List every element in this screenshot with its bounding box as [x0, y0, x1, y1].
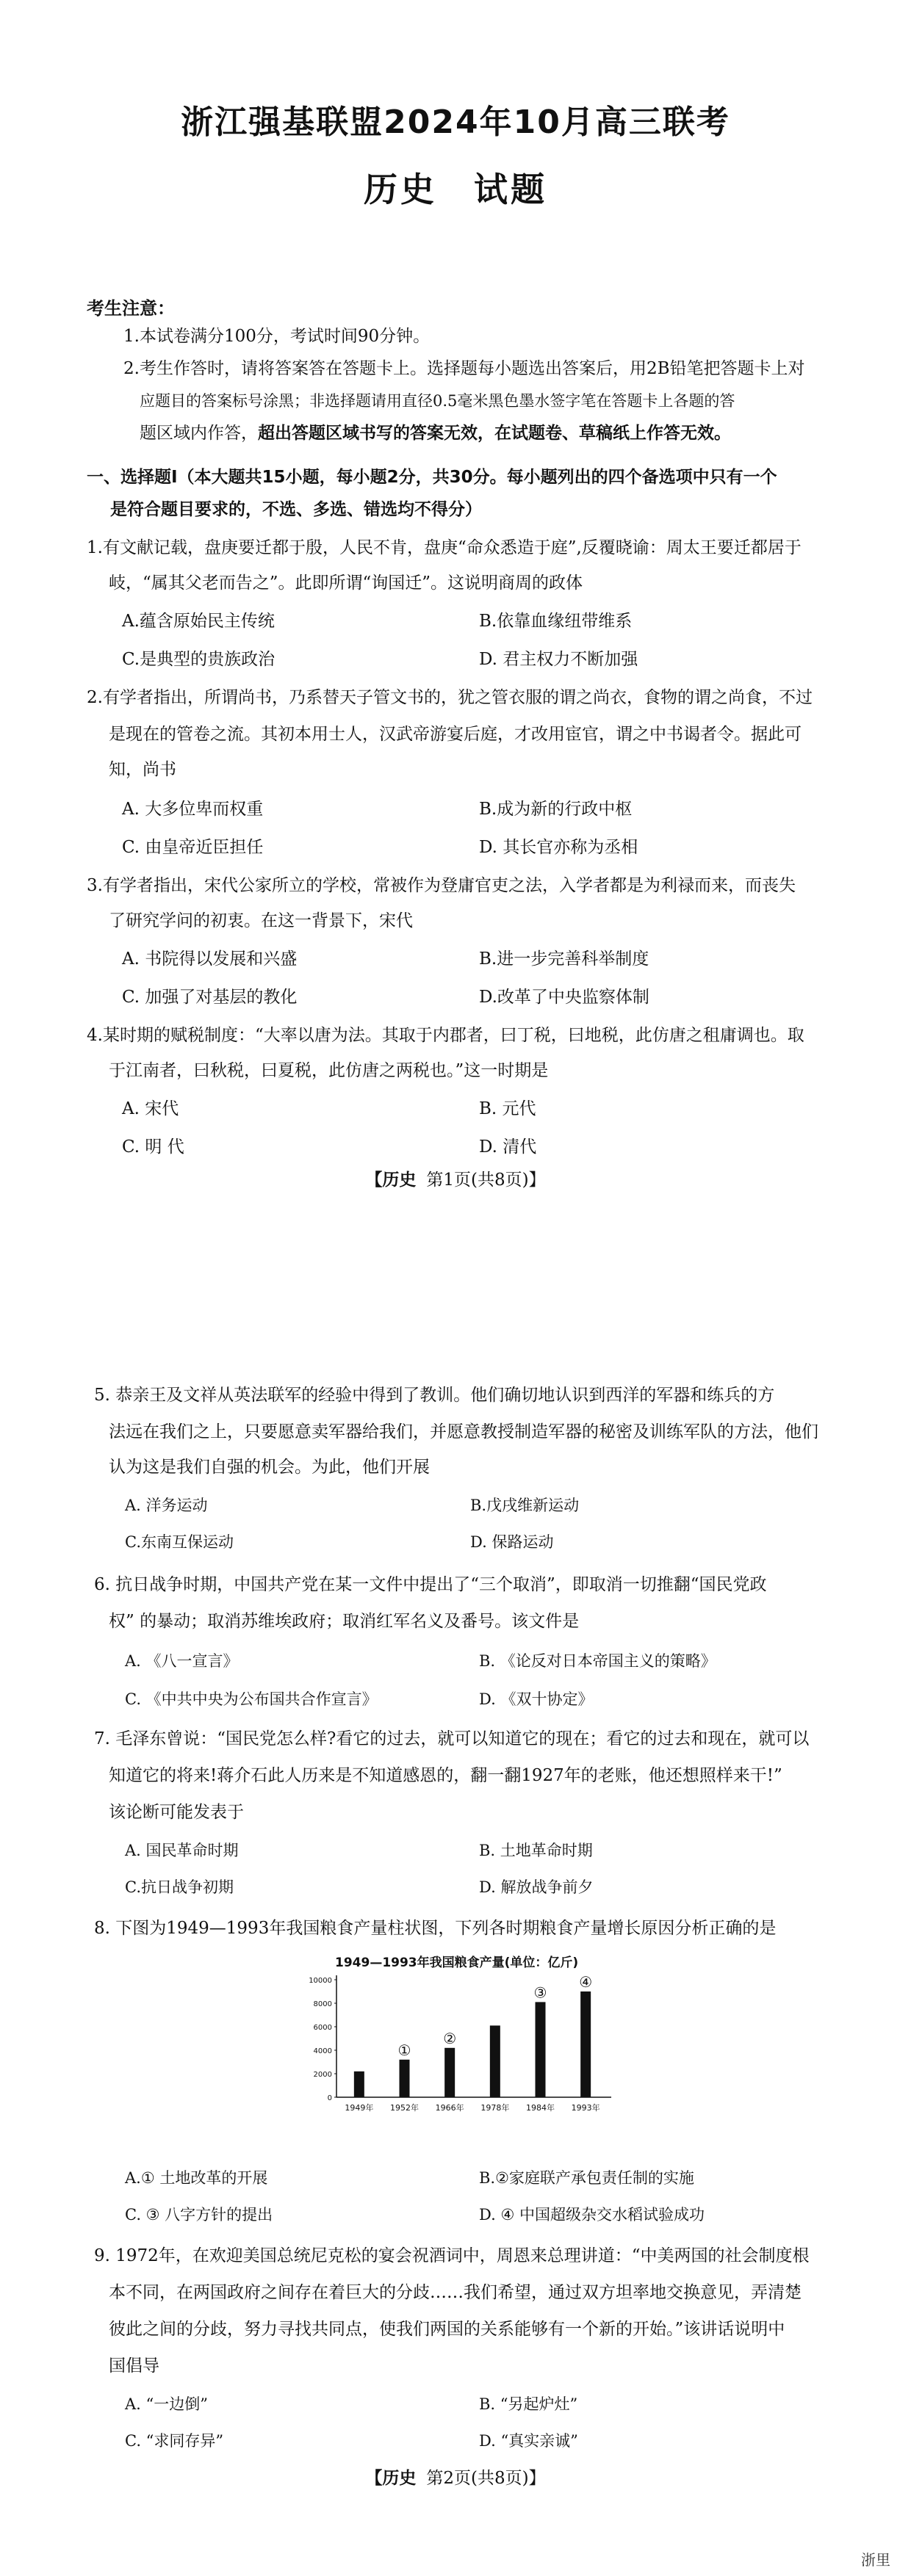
y-tick-label: 10000 [309, 1977, 332, 1985]
question-7-stem: 7. 毛泽东曾说：“国民党怎么样?看它的过去，就可以知道它的现在；看它的过去和现在，就可以 [94, 1729, 810, 1748]
question-2-stem: 是现在的管卷之流。其初本用士人，汉武帝游宴后庭，才改用宦官，谓之中书谒者令。据此可 [109, 725, 802, 744]
footer-page-number: 第1页(共8页)】 [426, 1171, 546, 1190]
grain-production-chart [279, 1953, 632, 2130]
q4-option-d: D. 清代 [479, 1137, 537, 1157]
q7-option-c: C.抗日战争初期 [125, 1878, 234, 1896]
q5-option-a: A. 洋务运动 [125, 1497, 208, 1514]
q8-option-c: C. ③ 八字方针的提出 [125, 2206, 273, 2224]
notice-item: 1.本试卷满分100分，考试时间90分钟。 [123, 327, 431, 346]
y-tick-label: 0 [327, 2094, 332, 2102]
question-9-stem: 彼此之间的分歧，努力寻找共同点，使我们两国的关系能够有一个新的开始。”该讲话说明中 [109, 2320, 785, 2339]
q8-option-a: A.① 土地改革的开展 [125, 2169, 268, 2187]
footer-page-number: 第2页(共8页)】 [426, 2469, 546, 2488]
question-2-stem: 2.有学者指出，所谓尚书，乃系替天子管文书的，犹之管衣服的谓之尚衣，食物的谓之尚食，不过 [87, 688, 813, 707]
q1-option-a: A.蕴含原始民主传统 [122, 612, 275, 631]
q2-option-b: B.成为新的行政中枢 [479, 800, 633, 819]
q9-option-c: C. “求同存异” [125, 2432, 224, 2450]
q7-option-b: B. 土地革命时期 [479, 1842, 593, 1859]
x-tick-label: 1949年 [345, 2103, 374, 2113]
bar-marker-label: ① [397, 2041, 411, 2059]
notice-item: 题区域内作答， [140, 424, 258, 443]
q6-option-b: B. 《论反对日本帝国主义的策略》 [479, 1652, 716, 1670]
question-1-stem: 1.有文献记载，盘庚要迁都于殷，人民不肯，盘庚“命众悉造于庭”,反覆晓谕：周太王要迁都居于 [87, 538, 802, 557]
section-heading: 一、选择题Ⅰ（本大题共15小题，每小题2分，共30分。每小题列出的四个备选项中只有一个 [87, 468, 777, 487]
q5-option-b: B.戊戌维新运动 [470, 1497, 580, 1514]
q2-option-a: A. 大多位卑而权重 [122, 800, 264, 819]
bar-marker-label: ③ [533, 1983, 547, 2002]
bar-1993年 [580, 1991, 591, 2097]
corner-watermark: 浙里 [861, 2551, 890, 2569]
q1-option-d: D. 君主权力不断加强 [479, 650, 638, 669]
bar-marker-label: ② [443, 2029, 457, 2047]
y-tick-label: 6000 [313, 2024, 332, 2032]
x-tick-label: 1984年 [526, 2103, 555, 2113]
bar-1966年 [444, 2048, 455, 2097]
bar-1984年 [536, 2002, 546, 2097]
question-4-stem: 于江南者，曰秋税，曰夏税，此仿唐之两税也。”这一时期是 [109, 1061, 549, 1080]
question-9-stem: 9. 1972年，在欢迎美国总统尼克松的宴会祝酒词中，周恩来总理讲道：“中美两国的社会制度根 [94, 2246, 810, 2265]
q3-option-d: D.改革了中央监察体制 [479, 988, 649, 1007]
q4-option-b: B. 元代 [479, 1099, 536, 1118]
notice-item-line [140, 417, 731, 449]
y-tick-label: 4000 [313, 2047, 332, 2055]
exam-title: 浙江强基联盟2024年10月高三联考 [181, 104, 730, 141]
q2-option-c: C. 由皇帝近臣担任 [122, 838, 264, 857]
x-tick-label: 1993年 [571, 2103, 600, 2113]
q4-option-a: A. 宋代 [122, 1099, 179, 1118]
page-footer [0, 1166, 911, 1190]
question-6-stem: 6. 抗日战争时期，中国共产党在某一文件中提出了“三个取消”，即取消一切推翻“国民党政 [94, 1575, 767, 1594]
question-5-stem: 认为这是我们自强的机会。为此，他们开展 [109, 1458, 430, 1477]
question-9-stem: 国倡导 [109, 2356, 159, 2376]
footer-subject: 【历史 [365, 2469, 417, 2488]
q9-option-a: A. “一边倒” [125, 2395, 208, 2413]
question-1-stem: 岐，“属其父老而告之”。此即所谓“询国迁”。这说明商周的政体 [109, 574, 583, 593]
notice-item: 应题目的答案标号涂黑；非选择题请用直径0.5毫米黑色墨水签字笔在答题卡上各题的答 [140, 392, 735, 410]
q8-option-d: D. ④ 中国超级杂交水稻试验成功 [479, 2206, 705, 2224]
y-tick-label: 2000 [313, 2071, 332, 2079]
x-tick-label: 1978年 [480, 2103, 510, 2113]
question-7-stem: 知道它的将来!蒋介石此人历来是不知道感恩的，翻一翻1927年的老账，他还想照样来干!” [109, 1766, 782, 1785]
q6-option-a: A. 《八一宣言》 [125, 1652, 239, 1670]
bar-1949年 [354, 2072, 364, 2097]
question-3-stem: 3.有学者指出，宋代公家所立的学校，常被作为登庸官吏之法，入学者都是为利禄而来，而丧失 [87, 876, 796, 895]
question-5-stem: 法远在我们之上，只要愿意卖军器给我们，并愿意教授制造军器的秘密及训练军队的方法，他们 [109, 1422, 818, 1441]
q6-option-d: D. 《双十协定》 [479, 1690, 594, 1708]
question-3-stem: 了研究学问的初衷。在这一背景下，宋代 [109, 911, 413, 930]
q7-option-a: A. 国民革命时期 [125, 1842, 239, 1859]
q4-option-c: C. 明 代 [122, 1137, 184, 1157]
q6-option-c: C. 《中共中央为公布国共合作宣言》 [125, 1690, 378, 1708]
q3-option-b: B.进一步完善科举制度 [479, 949, 649, 969]
bar-1978年 [490, 2025, 500, 2097]
page-footer [0, 2464, 911, 2489]
q3-option-c: C. 加强了对基层的教化 [122, 988, 298, 1007]
q1-option-c: C.是典型的贵族政治 [122, 650, 276, 669]
q2-option-d: D. 其长官亦称为丞相 [479, 838, 638, 857]
q3-option-a: A. 书院得以发展和兴盛 [122, 949, 298, 969]
q8-option-b: B.②家庭联产承包责任制的实施 [479, 2169, 694, 2187]
y-tick-label: 8000 [313, 2000, 332, 2008]
question-6-stem: 权” 的暴动；取消苏维埃政府；取消红军名义及番号。该文件是 [109, 1612, 580, 1631]
question-4-stem: 4.某时期的赋税制度：“大率以唐为法。其取于内郡者，曰丁税，曰地税，此仿唐之租庸调也。取 [87, 1026, 804, 1045]
q1-option-b: B.依靠血缘纽带维系 [479, 612, 633, 631]
chart-title: 1949—1993年我国粮食产量(单位：亿斤) [335, 1955, 579, 1970]
x-tick-label: 1966年 [435, 2103, 464, 2113]
bar-marker-label: ④ [579, 1973, 593, 1991]
section-heading: 是符合题目要求的，不选、多选、错选均不得分） [110, 500, 482, 519]
question-9-stem: 本不同，在两国政府之间存在着巨大的分歧……我们希望，通过双方坦率地交换意见，弄清楚 [109, 2283, 802, 2302]
question-7-stem: 该论断可能发表于 [109, 1803, 244, 1822]
x-tick-label: 1952年 [390, 2103, 419, 2113]
q7-option-d: D. 解放战争前夕 [479, 1878, 594, 1896]
question-2-stem: 知，尚书 [109, 760, 176, 779]
footer-subject: 【历史 [365, 1171, 417, 1190]
q5-option-c: C.东南互保运动 [125, 1533, 234, 1551]
exam-subject: 历史 试题 [364, 170, 547, 209]
question-8-stem: 8. 下图为1949—1993年我国粮食产量柱状图，下列各时期粮食产量增长原因分析正确的是 [94, 1919, 777, 1938]
notice-item: 2.考生作答时，请将答案答在答题卡上。选择题每小题选出答案后，用2B铅笔把答题卡上对 [123, 359, 805, 378]
q9-option-b: B. “另起炉灶” [479, 2395, 578, 2413]
bar-1952年 [400, 2060, 410, 2097]
question-5-stem: 5. 恭亲王及文祥从英法联军的经验中得到了教训。他们确切地认识到西洋的军器和练兵的方 [94, 1386, 775, 1405]
notice-warning: 超出答题区域书写的答案无效，在试题卷、草稿纸上作答无效。 [258, 424, 731, 443]
q9-option-d: D. “真实亲诚” [479, 2432, 578, 2450]
q5-option-d: D. 保路运动 [470, 1533, 554, 1551]
notice-title: 考生注意： [87, 298, 175, 319]
